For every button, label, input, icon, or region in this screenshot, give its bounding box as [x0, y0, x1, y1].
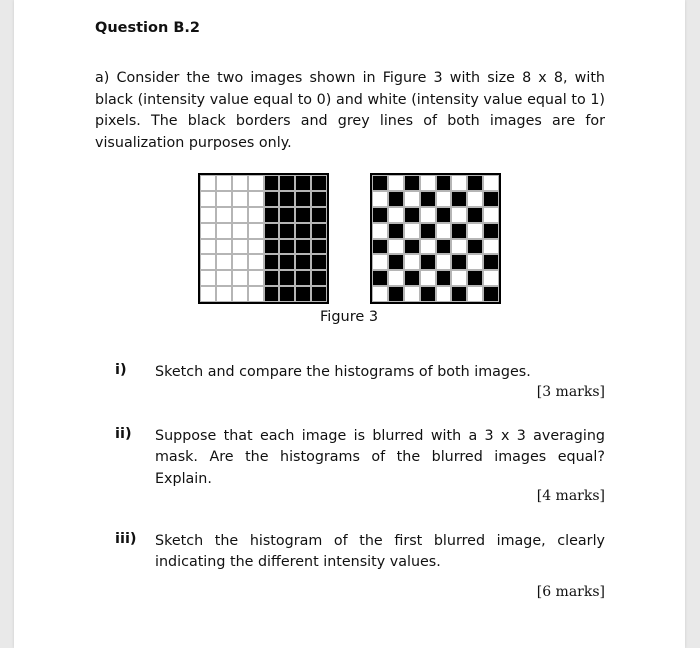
pixel-cell	[436, 286, 452, 302]
pixel-cell	[467, 191, 483, 207]
pixel-cell	[372, 270, 388, 286]
pixel-cell	[436, 175, 452, 191]
pixel-cell	[420, 207, 436, 223]
pixel-cell	[436, 254, 452, 270]
pixel-cell	[420, 286, 436, 302]
pixel-cell	[295, 207, 311, 223]
pixel-cell	[216, 223, 232, 239]
pixel-cell	[467, 286, 483, 302]
pixel-cell	[248, 175, 264, 191]
pixel-cell	[467, 239, 483, 255]
pixel-cell	[404, 175, 420, 191]
part-iii-marks: [6 marks]	[536, 584, 605, 600]
pixel-cell	[420, 175, 436, 191]
pixel-cell	[388, 254, 404, 270]
pixel-cell	[200, 286, 216, 302]
checkerboard-grid	[370, 173, 501, 304]
pixel-cell	[372, 223, 388, 239]
question-intro: a) Consider the two images shown in Figure 3 with size 8 x 8, with black (intensity value equal to 0) and white (intensity value equal to 1) pixels. The black borders and grey lines of both images are for visualization purposes only.	[95, 70, 605, 151]
pixel-cell	[467, 207, 483, 223]
part-ii-number: ii)	[115, 426, 132, 442]
pixel-cell	[404, 270, 420, 286]
pixel-cell	[295, 270, 311, 286]
pixel-cell	[420, 239, 436, 255]
figure-image-1	[198, 173, 329, 304]
pixel-cell	[232, 270, 248, 286]
pixel-cell	[216, 191, 232, 207]
pixel-cell	[483, 191, 499, 207]
pixel-cell	[372, 239, 388, 255]
pixel-cell	[200, 207, 216, 223]
pixel-cell	[311, 270, 327, 286]
pixel-cell	[404, 191, 420, 207]
pixel-cell	[388, 175, 404, 191]
pixel-cell	[232, 191, 248, 207]
pixel-cell	[216, 270, 232, 286]
pixel-cell	[311, 239, 327, 255]
pixel-cell	[420, 191, 436, 207]
pixel-cell	[232, 286, 248, 302]
pixel-cell	[279, 239, 295, 255]
pixel-cell	[467, 270, 483, 286]
pixel-cell	[451, 207, 467, 223]
pixel-cell	[216, 254, 232, 270]
pixel-cell	[295, 286, 311, 302]
pixel-cell	[248, 191, 264, 207]
pixel-cell	[295, 175, 311, 191]
pixel-cell	[388, 191, 404, 207]
pixel-cell	[264, 239, 280, 255]
pixel-cell	[216, 239, 232, 255]
part-i-marks: [3 marks]	[536, 384, 605, 400]
pixel-cell	[279, 191, 295, 207]
figure-caption: Figure 3	[320, 309, 379, 325]
pixel-cell	[436, 191, 452, 207]
pixel-cell	[264, 175, 280, 191]
pixel-cell	[232, 207, 248, 223]
pixel-cell	[311, 223, 327, 239]
pixel-cell	[264, 270, 280, 286]
pixel-cell	[279, 254, 295, 270]
pixel-cell	[372, 191, 388, 207]
pixel-cell	[279, 286, 295, 302]
pixel-cell	[451, 223, 467, 239]
pixel-cell	[311, 191, 327, 207]
pixel-cell	[216, 286, 232, 302]
document-page	[14, 0, 685, 648]
pixel-cell	[388, 239, 404, 255]
pixel-cell	[264, 191, 280, 207]
pixel-cell	[248, 239, 264, 255]
pixel-cell	[295, 239, 311, 255]
pixel-cell	[404, 207, 420, 223]
part-ii-marks: [4 marks]	[536, 488, 605, 504]
pixel-cell	[248, 286, 264, 302]
pixel-cell	[404, 254, 420, 270]
pixel-cell	[372, 175, 388, 191]
pixel-cell	[311, 254, 327, 270]
pixel-cell	[279, 175, 295, 191]
half-black-half-white-grid	[198, 173, 329, 304]
pixel-cell	[279, 270, 295, 286]
pixel-cell	[372, 286, 388, 302]
pixel-cell	[372, 254, 388, 270]
pixel-cell	[279, 207, 295, 223]
pixel-cell	[451, 286, 467, 302]
pixel-cell	[311, 207, 327, 223]
figure-image-2	[370, 173, 501, 304]
pixel-cell	[295, 223, 311, 239]
pixel-cell	[451, 254, 467, 270]
pixel-cell	[404, 286, 420, 302]
pixel-cell	[388, 270, 404, 286]
pixel-cell	[436, 223, 452, 239]
pixel-cell	[232, 239, 248, 255]
pixel-cell	[200, 223, 216, 239]
pixel-cell	[232, 254, 248, 270]
part-ii-text: Suppose that each image is blurred with a 3 x 3 averaging mask. Are the histograms of the blurred images equal? Explain.	[155, 428, 605, 487]
pixel-cell	[200, 270, 216, 286]
pixel-cell	[200, 239, 216, 255]
pixel-cell	[388, 286, 404, 302]
pixel-cell	[295, 254, 311, 270]
pixel-cell	[420, 270, 436, 286]
pixel-cell	[200, 191, 216, 207]
pixel-cell	[264, 223, 280, 239]
pixel-cell	[436, 207, 452, 223]
part-i-text: Sketch and compare the histograms of both images.	[155, 364, 531, 380]
pixel-cell	[420, 254, 436, 270]
pixel-cell	[200, 254, 216, 270]
question-title: Question B.2	[95, 20, 200, 36]
pixel-cell	[436, 239, 452, 255]
pixel-cell	[248, 254, 264, 270]
pixel-cell	[264, 254, 280, 270]
part-i-number: i)	[115, 362, 127, 378]
pixel-cell	[295, 191, 311, 207]
part-iii-number: iii)	[115, 531, 137, 547]
pixel-cell	[483, 207, 499, 223]
pixel-cell	[248, 223, 264, 239]
pixel-cell	[404, 239, 420, 255]
pixel-cell	[483, 286, 499, 302]
pixel-cell	[436, 270, 452, 286]
pixel-cell	[420, 223, 436, 239]
pixel-cell	[467, 223, 483, 239]
pixel-cell	[232, 175, 248, 191]
pixel-cell	[248, 270, 264, 286]
pixel-cell	[232, 223, 248, 239]
pixel-cell	[467, 254, 483, 270]
pixel-cell	[200, 175, 216, 191]
pixel-cell	[451, 239, 467, 255]
pixel-cell	[264, 207, 280, 223]
pixel-cell	[216, 207, 232, 223]
pixel-cell	[451, 270, 467, 286]
part-iii-text: Sketch the histogram of the first blurred image, clearly indicating the different intensity values.	[155, 533, 605, 571]
pixel-cell	[483, 239, 499, 255]
pixel-cell	[248, 207, 264, 223]
pixel-cell	[483, 223, 499, 239]
pixel-cell	[483, 254, 499, 270]
pixel-cell	[388, 207, 404, 223]
pixel-cell	[311, 175, 327, 191]
pixel-cell	[483, 175, 499, 191]
pixel-cell	[483, 270, 499, 286]
pixel-cell	[279, 223, 295, 239]
pixel-cell	[451, 191, 467, 207]
pixel-cell	[311, 286, 327, 302]
pixel-cell	[451, 175, 467, 191]
pixel-cell	[264, 286, 280, 302]
pixel-cell	[216, 175, 232, 191]
pixel-cell	[372, 207, 388, 223]
pixel-cell	[467, 175, 483, 191]
pixel-cell	[404, 223, 420, 239]
pixel-cell	[388, 223, 404, 239]
